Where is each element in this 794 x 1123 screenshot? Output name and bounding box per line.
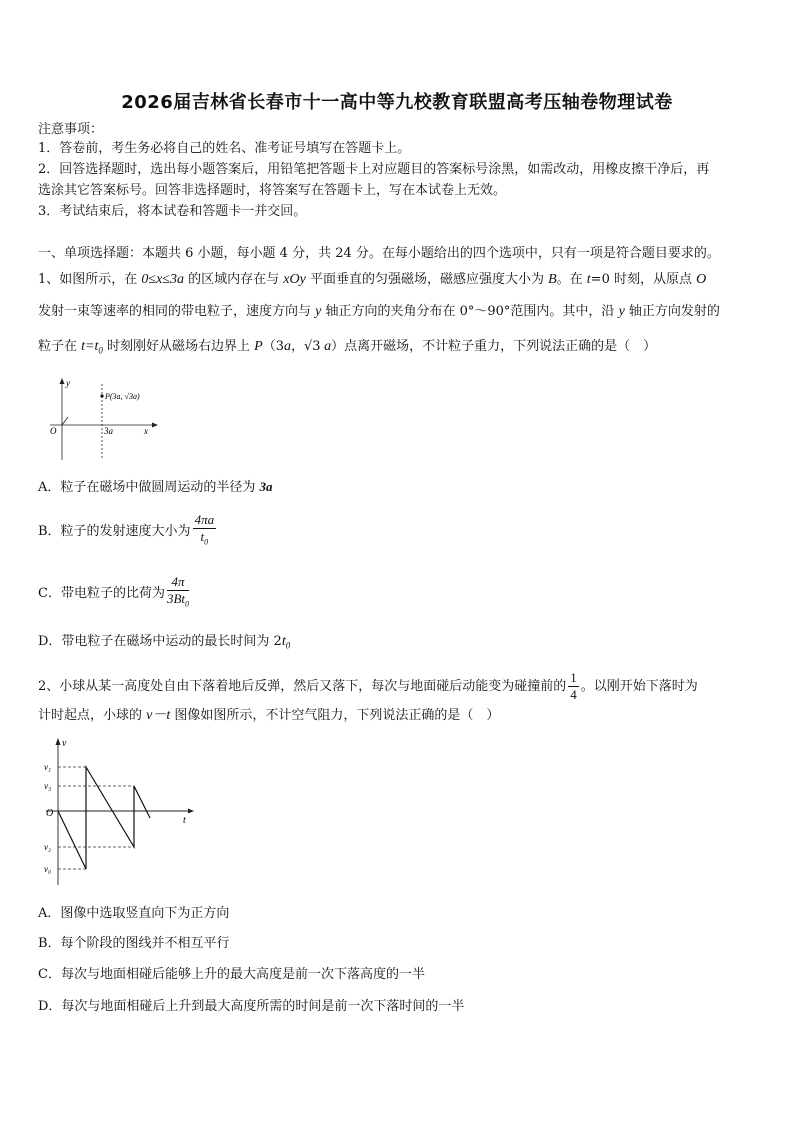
v0-label: v₀: [44, 864, 52, 874]
notice-item-2-cont: 选涂其它答案标号。回答非选择题时，将答案写在答题卡上，写在本试卷上无效。: [38, 183, 507, 198]
v3-label: v₃: [44, 781, 52, 791]
origin-label: O: [50, 426, 57, 436]
v2-label: v₂: [44, 842, 52, 852]
q1-stem-line-3: 粒子在 $t=t_0$ 时刻刚好从磁场右边界上 P（3a，√3 a）点离开磁场，不计粒子重力，下列说法正确的是（ ）: [38, 339, 657, 356]
origin-label: O: [46, 808, 54, 819]
q2-vt-graph: [40, 733, 200, 893]
q2-option-a: A．图像中选取竖直向下为正方向: [38, 906, 230, 921]
q2-stem-line-2: 计时起点，小球的 v－t 图像如图所示，不计空气阻力，下列说法正确的是（ ）: [38, 708, 500, 723]
v-axis-label: v: [62, 738, 67, 749]
velocity-curve: [58, 767, 150, 869]
x-axis-arrow: [152, 423, 158, 428]
q1-option-c: C．带电粒子的比荷为 $\frac{4\pi}{3Bt_0}$: [38, 574, 190, 609]
page-title: 2026届吉林省长春市十一高中等九校教育联盟高考压轴卷物理试卷: [121, 92, 673, 113]
q1-option-b: B．粒子的发射速度大小为 $\frac{4\pi a}{t_0}$: [38, 512, 215, 547]
x-axis-label: x: [144, 426, 148, 436]
point-p: [100, 394, 103, 397]
q2-option-b: B．每个阶段的图线并不相互平行: [38, 936, 230, 951]
q2-option-c: C．每次与地面相碰后能够上升的最大高度是前一次下落高度的一半: [38, 967, 425, 982]
t-axis-arrow: [188, 809, 194, 814]
tick-label-3a: 3a: [104, 426, 113, 436]
notice-item-1: 1．答卷前，考生务必将自己的姓名、准考证号填写在答题卡上。: [38, 141, 411, 156]
launch-arrow: [62, 417, 68, 425]
t-axis-label: t: [183, 815, 186, 826]
notice-item-2: 2．回答选择题时，选出每小题答案后，用铅笔把答题卡上对应题目的答案标号涂黑，如需改动，用橡皮擦干净后，再: [38, 162, 710, 177]
v-axis-arrow: [56, 738, 61, 745]
notice-item-3: 3．考试结束后，将本试卷和答题卡一并交回。: [38, 204, 307, 219]
q1-diagram: [40, 372, 170, 462]
q1-stem-line-2: 发射一束等速率的相同的带电粒子，速度方向与 y 轴正方向的夹角分布在 0°～90°范围内。其中，沿 y 轴正方向发射的: [38, 304, 720, 319]
v1-label: v₁: [44, 762, 52, 772]
q1-stem-line-1: 1、如图所示，在 0≤x≤3a 的区域内存在与 xOy 平面垂直的匀强磁场，磁感应强度大小为 B。在 t=0 时刻，从原点 O: [38, 272, 707, 287]
q2-stem-line-1: 2、小球从某一高度处自由下落着地后反弹，然后又落下，每次与地面碰后动能变为碰撞前的 $\frac{1}{4}$ 。以刚开始下落时为: [38, 670, 698, 702]
y-axis-arrow: [60, 378, 65, 384]
q2-option-d: D．每次与地面相碰后上升到最大高度所需的时间是前一次下落时间的一半: [38, 999, 465, 1014]
notice-heading: 注意事项：: [38, 122, 104, 137]
q1-option-a: A．粒子在磁场中做圆周运动的半径为 3a: [38, 479, 273, 495]
section-heading: 一、单项选择题：本题共 6 小题，每小题 4 分，共 24 分。在每小题给出的四个选项中，只有一项是符合题目要求的。: [38, 246, 720, 261]
q1-option-d: D．带电粒子在磁场中运动的最长时间为 $2t_0$: [38, 634, 291, 651]
point-p-label: P(3a, √3a): [105, 392, 140, 401]
y-axis-label: y: [66, 378, 70, 388]
